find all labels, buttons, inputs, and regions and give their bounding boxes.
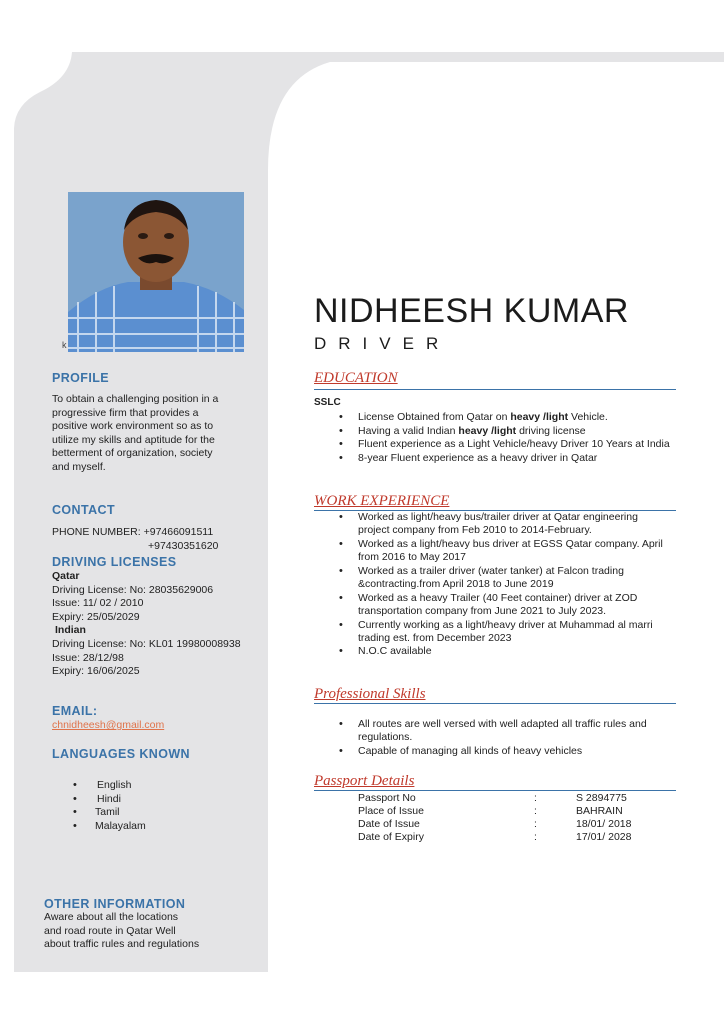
email-heading: EMAIL: [52, 704, 98, 718]
passport-sep: : [534, 805, 537, 817]
education-item: • Having a valid Indian heavy /light driving license [336, 425, 676, 438]
phone-line-1: PHONE NUMBER: +97466091511 [52, 526, 214, 538]
education-divider [314, 389, 676, 390]
passport-sep: : [534, 831, 537, 843]
profile-line: To obtain a challenging position in a [52, 393, 219, 405]
work-item: • N.O.C available [336, 645, 670, 658]
work-experience-title: WORK EXPERIENCE [314, 493, 450, 509]
person-name: NIDHEESH KUMAR [314, 292, 629, 330]
skills-list [336, 718, 670, 758]
driving-licenses-text [52, 570, 241, 679]
profile-heading: PROFILE [52, 371, 109, 385]
qatar-issue: Issue: 11/ 02 / 2010 [52, 597, 144, 610]
indian-expiry: Expiry: 16/06/2025 [52, 665, 140, 678]
work-item: • Worked as a light/heavy bus driver at EGSS Qatar company. April from 2016 to May 2017 [336, 538, 670, 565]
skill-item: • Capable of managing all kinds of heavy vehicles [336, 745, 670, 758]
education-item: • 8-year Fluent experience as a heavy driver in Qatar [336, 452, 676, 465]
qatar-license: Driving License: No: 28035629006 [52, 583, 214, 596]
profile-line: progressive firm that provides a [52, 406, 199, 419]
passport-value: 17/01/ 2028 [576, 831, 632, 843]
passport-label: Date of Issue [358, 818, 420, 830]
skill-item: • All routes are well versed with well adapted all traffic rules and regulations. [336, 718, 670, 745]
work-list [336, 511, 670, 659]
contact-heading: CONTACT [52, 503, 115, 517]
passport-sep: : [534, 818, 537, 830]
profile-photo [68, 192, 244, 352]
driving-heading: DRIVING LICENSES [52, 555, 177, 569]
profile-line: and myself. [52, 460, 106, 473]
passport-value: BAHRAIN [576, 805, 623, 817]
work-item: • Worked as a heavy Trailer (40 Feet container) driver at ZOD transportation company from June 2021 to July 2023. [336, 592, 670, 619]
passport-value: 18/01/ 2018 [576, 818, 632, 830]
education-item: • Fluent experience as a Light Vehicle/heavy Driver 10 Years at India [336, 438, 676, 451]
work-item: • Worked as light/heavy bus/trailer driver at Qatar engineering project company from Feb 2010 to 2014-February. [336, 511, 670, 538]
language-item: • Malayalam [70, 820, 146, 833]
profile-line: positive work environment so as to [52, 420, 214, 433]
passport-value: S 2894775 [576, 792, 627, 804]
other-info-line: about traffic rules and regulations [44, 938, 200, 951]
passport-label: Place of Issue [358, 805, 424, 817]
education-subheading: SSLC [314, 397, 341, 408]
passport-sep: : [534, 792, 537, 804]
passport-details-title: Passport Details [314, 773, 415, 789]
languages-heading: LANGUAGES KNOWN [52, 747, 190, 761]
photo-caption: k [62, 340, 67, 350]
indian-issue: Issue: 28/12/98 [52, 651, 124, 664]
passport-label: Date of Expiry [358, 831, 424, 843]
language-item: • English [70, 779, 146, 792]
phone-line-2: +97430351620 [148, 540, 219, 552]
profile-line: utilize my skills and aptitude for the [52, 433, 215, 446]
indian-license: Driving License: No: KL01 19980008938 [52, 637, 241, 650]
education-list [336, 411, 676, 465]
qatar-label: Qatar [52, 570, 80, 582]
indian-label: Indian [55, 624, 86, 637]
work-item: • Currently working as a light/heavy driver at Muhammad al marri trading est. from December 2023 [336, 619, 670, 646]
profile-text [52, 393, 218, 475]
profile-line: betterment of organization, society [52, 447, 213, 460]
language-item: • Hindi [70, 793, 146, 806]
language-item: • Tamil [70, 806, 146, 819]
languages-list [70, 779, 146, 833]
passport-divider [314, 790, 676, 791]
qatar-expiry: Expiry: 25/05/2029 [52, 610, 140, 623]
other-info-line: Aware about all the locations [44, 911, 179, 923]
passport-label: Passport No [358, 792, 416, 804]
professional-skills-title: Professional Skills [314, 686, 426, 702]
job-title: DRIVER [314, 334, 451, 353]
other-info-text [44, 911, 199, 952]
other-info-heading: OTHER INFORMATION [44, 897, 186, 911]
education-title: EDUCATION [314, 370, 398, 386]
email-link[interactable]: chnidheesh@gmail.com [52, 719, 165, 731]
work-item: • Worked as a trailer driver (water tanker) at Falcon trading &contracting.from April 2018 to June 2019 [336, 565, 670, 592]
education-item: • License Obtained from Qatar on heavy /light Vehicle. [336, 411, 676, 424]
skills-divider [314, 703, 676, 704]
other-info-line: and road route in Qatar Well [44, 924, 176, 937]
